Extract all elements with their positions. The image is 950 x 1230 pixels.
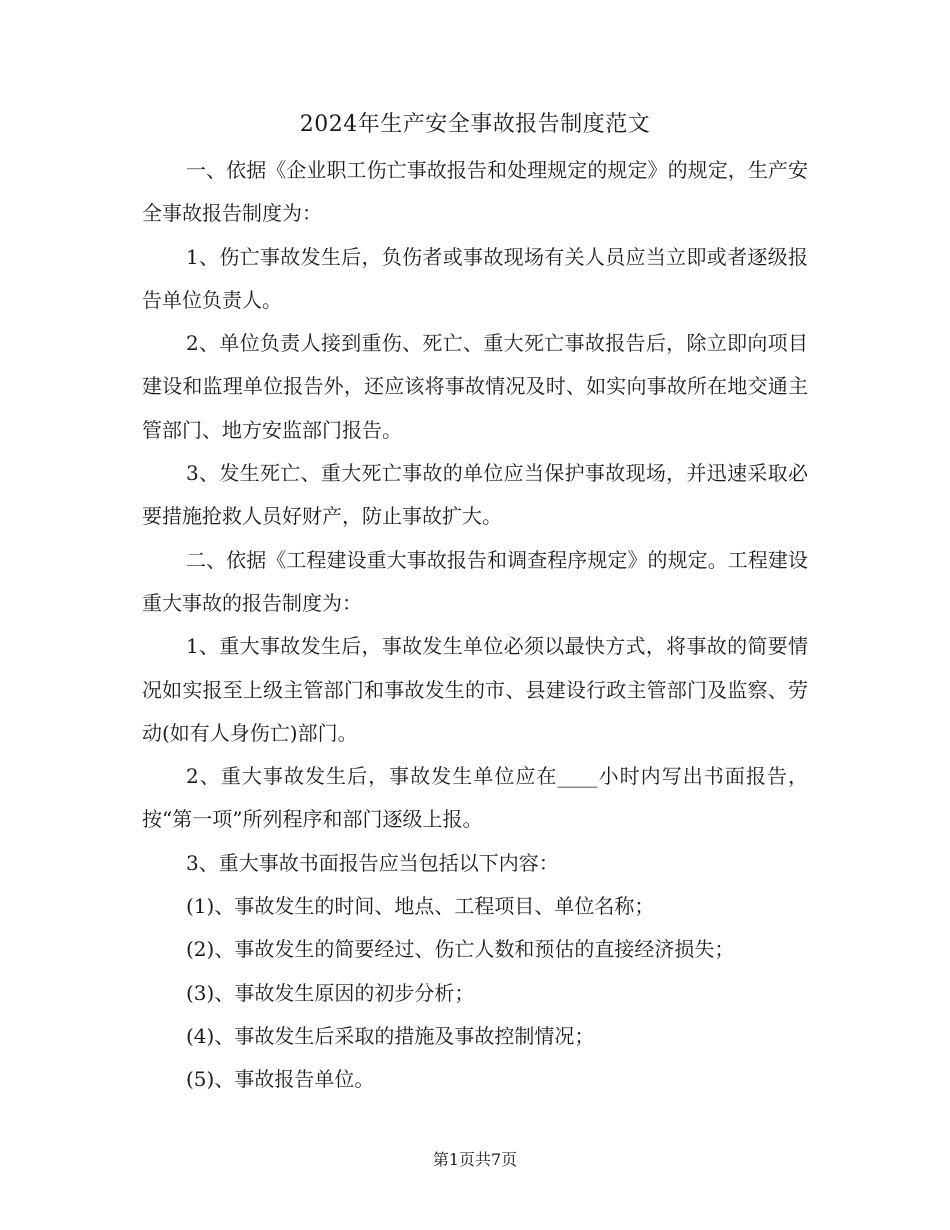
section-2-item-3: 3、重大事故书面报告应当包括以下内容： (186, 850, 559, 875)
document-title: 2024年生产安全事故报告制度范文 (299, 112, 651, 137)
report-content-item-5: (5)、事故报告单位。 (186, 1067, 375, 1092)
section-2-intro: 二、依据《工程建设重大事故报告和调查程序规定》的规定。工程建设重大事故的报告制度为： (142, 547, 808, 615)
section-2-item-1: 1、重大事故发生后，事故发生单位必须以最快方式，将事故的简要情况如实报至上级主管部门和事故发生的市、县建设行政主管部门及监察、劳动(如有人身伤亡)部门。 (142, 634, 808, 745)
section-1-item-1: 1、伤亡事故发生后，负伤者或事故现场有关人员应当立即或者逐级报告单位负责人。 (142, 244, 808, 312)
document-body (142, 149, 808, 1102)
section-1-item-2: 2、单位负责人接到重伤、死亡、重大死亡事故报告后，除立即向项目建设和监理单位报告外，还应该将事故情况及时、如实向事故所在地交通主管部门、地方安监部门报告。 (142, 331, 808, 442)
section-2-item-2: 2、重大事故发生后，事故发生单位应在____小时内写出书面报告，按“第一项”所列程序和部门逐级上报。 (142, 764, 808, 832)
section-1-intro: 一、依据《企业职工伤亡事故报告和处理规定的规定》的规定，生产安全事故报告制度为： (142, 158, 808, 226)
section-1-item-3: 3、发生死亡、重大死亡事故的单位应当保护事故现场，并迅速采取必要措施抢救人员好财产，防止事故扩大。 (142, 461, 808, 529)
page-number: 第1页共7页 (432, 1150, 518, 1169)
report-content-item-2: (2)、事故发生的简要经过、伤亡人数和预估的直接经济损失； (186, 937, 735, 962)
report-content-item-1: (1)、事故发生的时间、地点、工程项目、单位名称； (186, 894, 655, 919)
report-content-item-3: (3)、事故发生原因的初步分析； (186, 980, 475, 1005)
report-content-item-4: (4)、事故发生后采取的措施及事故控制情况； (186, 1023, 595, 1048)
